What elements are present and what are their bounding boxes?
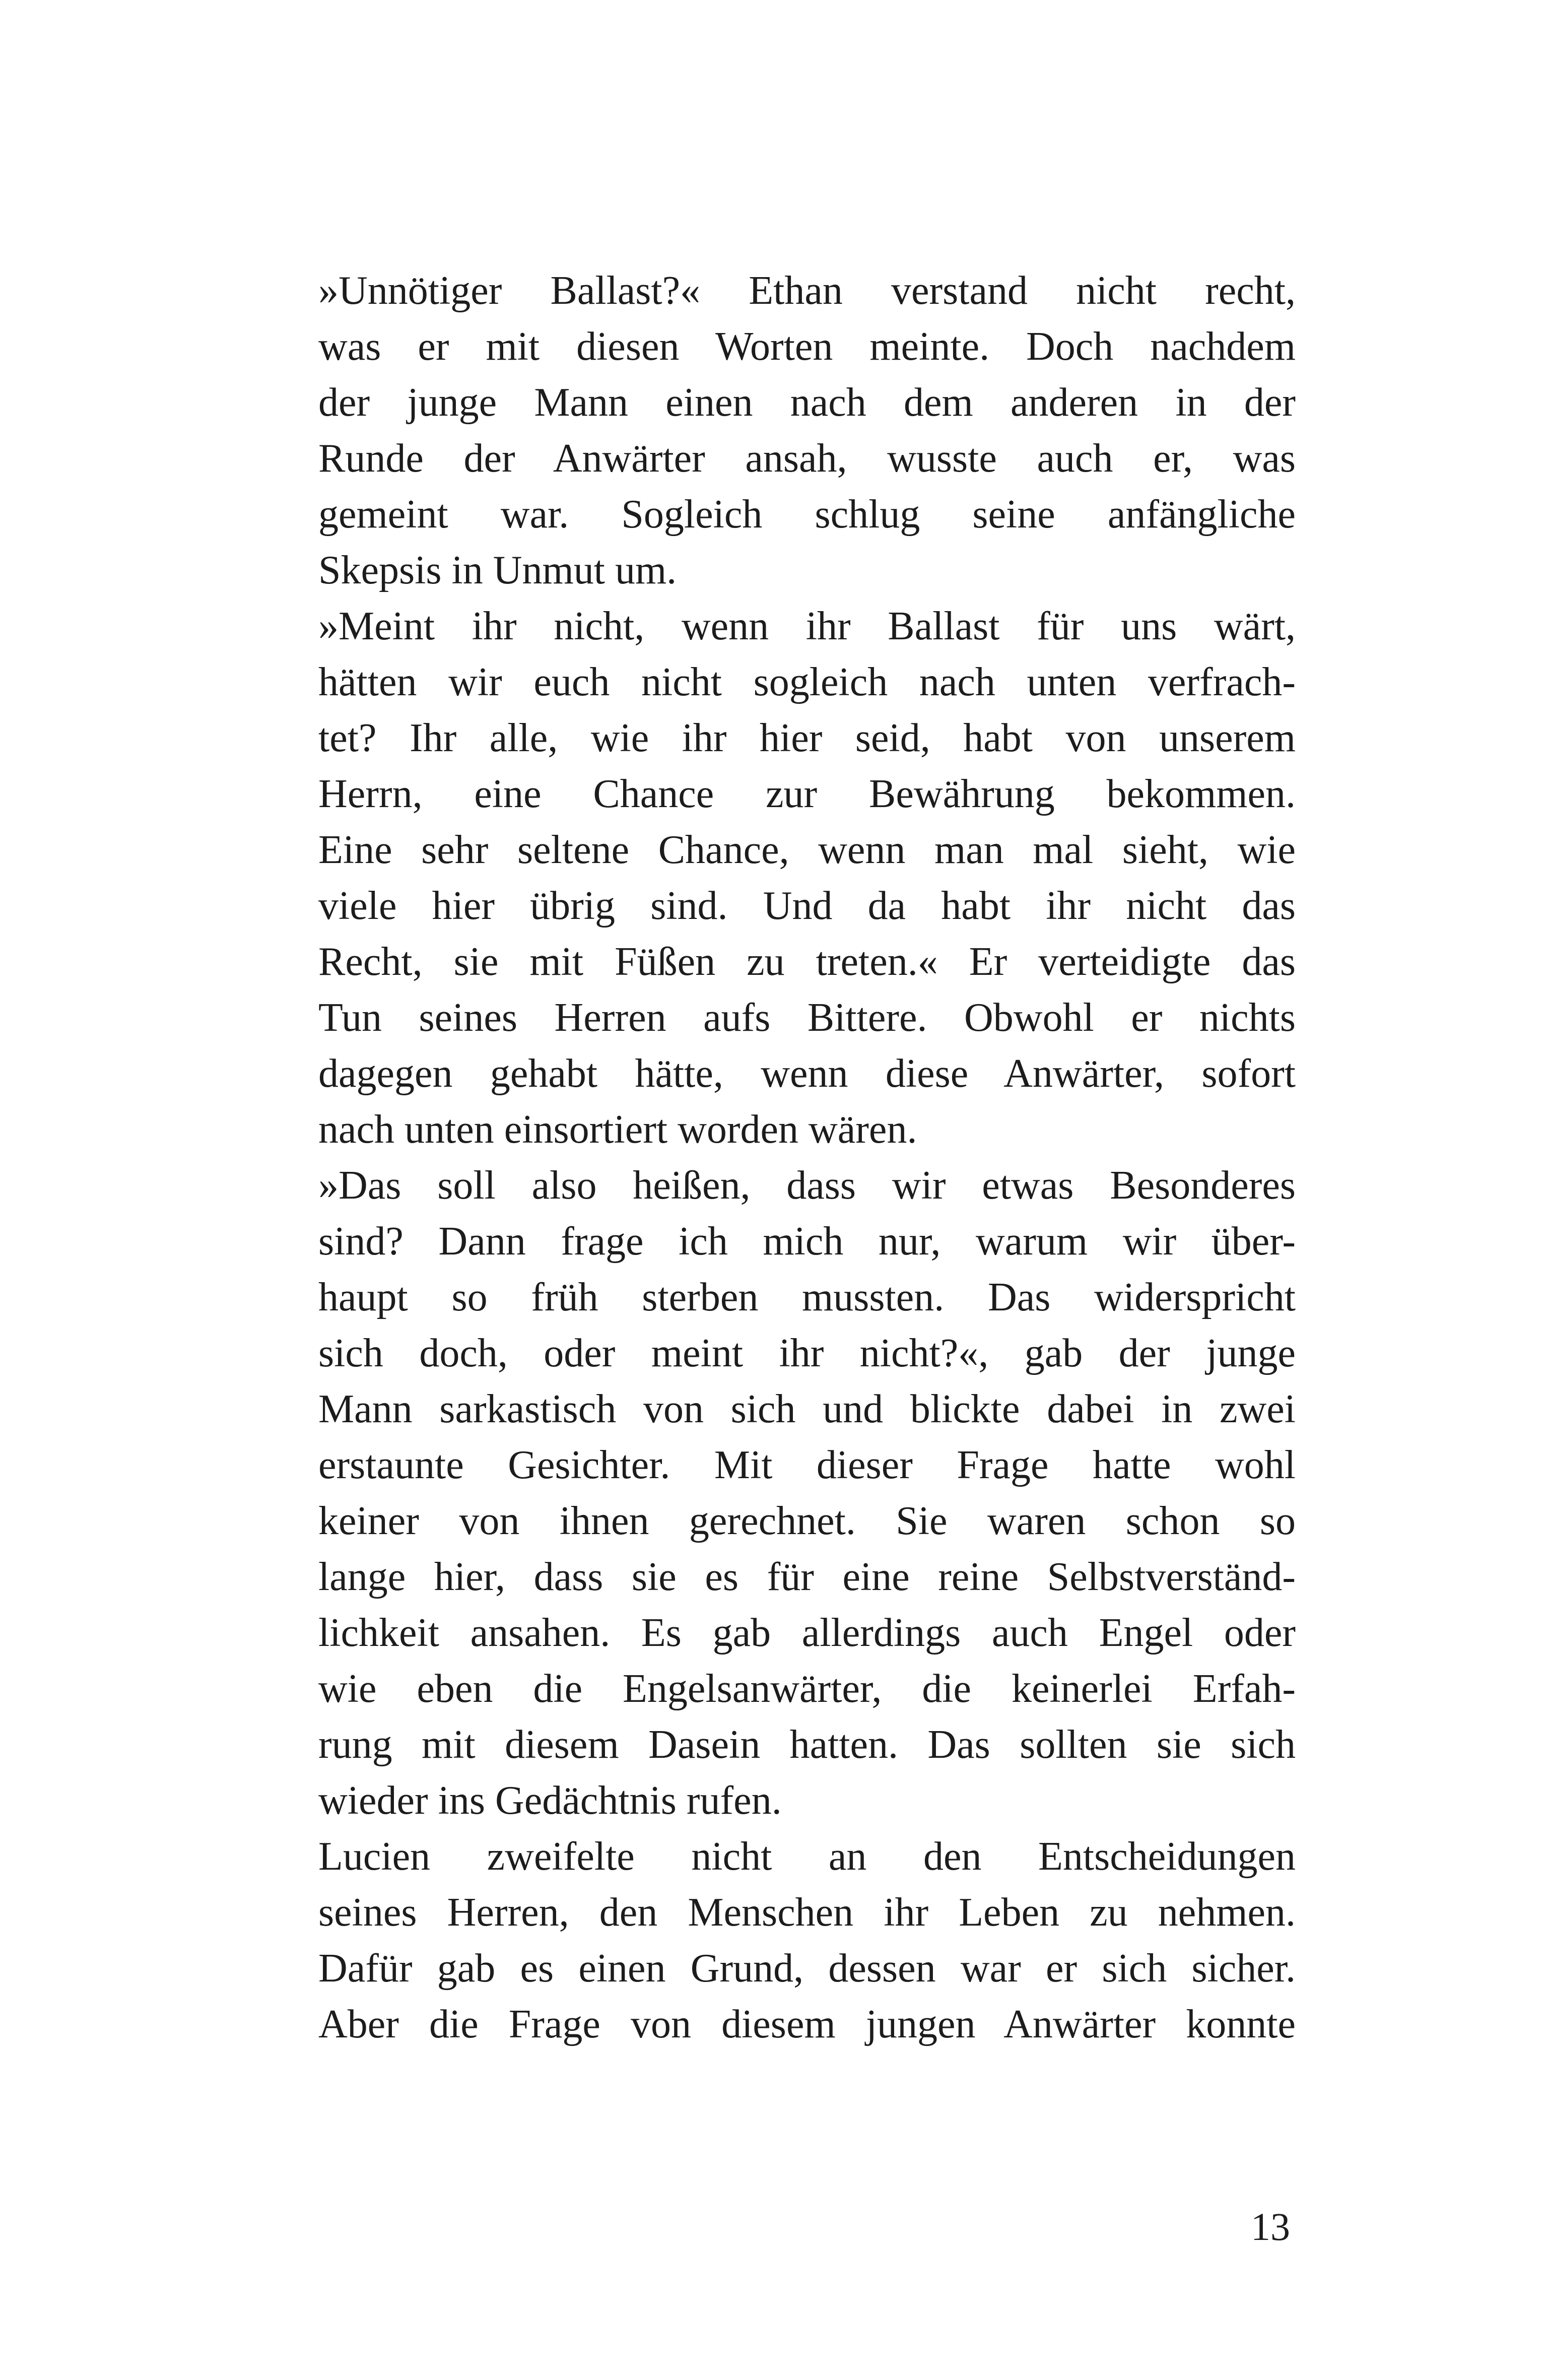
- text-line: rung mit diesem Dasein hatten. Das sollten sie sich: [318, 1723, 1296, 1767]
- text-line: »Das soll also heißen, dass wir etwas Besonderes: [318, 1163, 1296, 1208]
- text-line: nach unten einsortiert worden wären.: [318, 1107, 917, 1152]
- text-line: erstaunte Gesichter. Mit dieser Frage hatte wohl: [318, 1443, 1296, 1487]
- text-line: haupt so früh sterben mussten. Das widerspricht: [318, 1275, 1296, 1319]
- text-line: wieder ins Gedächtnis rufen.: [318, 1778, 782, 1823]
- text-line: Skepsis in Unmut um.: [318, 548, 677, 592]
- text-line: »Meint ihr nicht, wenn ihr Ballast für uns wärt,: [318, 604, 1296, 648]
- page-number: 13: [1251, 2205, 1290, 2249]
- text-line: lange hier, dass sie es für eine reine Selbstverständ-: [318, 1555, 1296, 1599]
- text-line: hätten wir euch nicht sogleich nach unten verfrach-: [318, 660, 1296, 704]
- text-line: sich doch, oder meint ihr nicht?«, gab der junge: [318, 1331, 1296, 1375]
- text-line: Eine sehr seltene Chance, wenn man mal sieht, wie: [318, 828, 1296, 872]
- text-line: seines Herren, den Menschen ihr Leben zu nehmen.: [318, 1890, 1296, 1935]
- text-line: der junge Mann einen nach dem anderen in der: [318, 380, 1296, 425]
- text-line: viele hier übrig sind. Und da habt ihr nicht das: [318, 884, 1296, 928]
- text-line: Runde der Anwärter ansah, wusste auch er, was: [318, 436, 1296, 481]
- text-line: Aber die Frage von diesem jungen Anwärter konnte: [318, 2002, 1296, 2046]
- text-line: gemeint war. Sogleich schlug seine anfängliche: [318, 492, 1296, 537]
- text-line: Lucien zweifelte nicht an den Entscheidungen: [318, 1834, 1296, 1879]
- text-line: dagegen gehabt hätte, wenn diese Anwärter, sofort: [318, 1051, 1296, 1096]
- text-line: was er mit diesen Worten meinte. Doch nachdem: [318, 324, 1296, 369]
- text-line: wie eben die Engelsanwärter, die keinerlei Erfah-: [318, 1667, 1296, 1711]
- text-line: Dafür gab es einen Grund, dessen war er sich sicher.: [318, 1946, 1296, 1991]
- text-line: sind? Dann frage ich mich nur, warum wir über-: [318, 1219, 1296, 1264]
- text-line: lichkeit ansahen. Es gab allerdings auch Engel oder: [318, 1611, 1296, 1655]
- text-line: keiner von ihnen gerechnet. Sie waren schon so: [318, 1499, 1296, 1543]
- text-line: Recht, sie mit Füßen zu treten.« Er verteidigte das: [318, 940, 1296, 984]
- text-line: Tun seines Herren aufs Bittere. Obwohl er nichts: [318, 996, 1296, 1040]
- text-line: Mann sarkastisch von sich und blickte dabei in zwei: [318, 1387, 1296, 1431]
- text-line: Herrn, eine Chance zur Bewährung bekommen.: [318, 772, 1296, 816]
- text-line: »Unnötiger Ballast?« Ethan verstand nicht recht,: [318, 269, 1296, 313]
- text-line: tet? Ihr alle, wie ihr hier seid, habt von unserem: [318, 716, 1296, 760]
- book-page-text: [318, 263, 1296, 2053]
